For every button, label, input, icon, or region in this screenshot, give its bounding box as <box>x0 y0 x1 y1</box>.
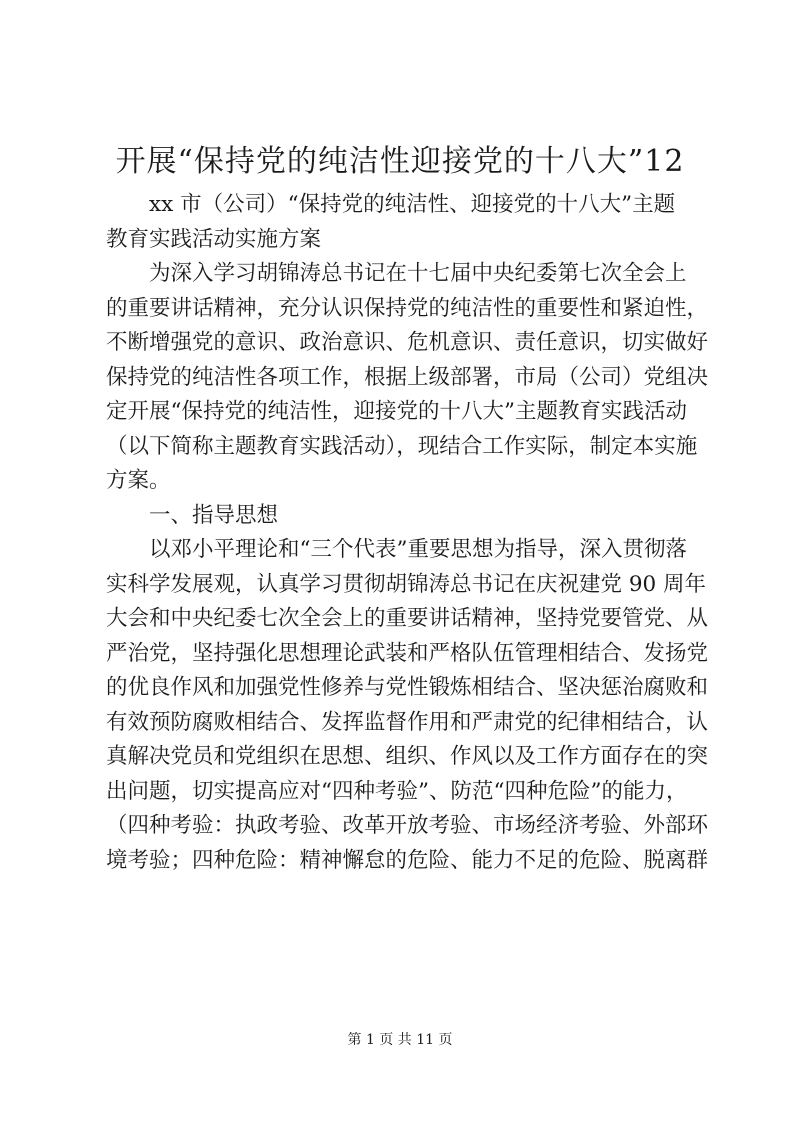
page-footer: 第 1 页 共 11 页 <box>347 1032 453 1048</box>
body-line: （四种考验：执政考验、改革开放考验、市场经济考验、外部环 <box>106 813 709 838</box>
body-line: 定开展“保持党的纯洁性，迎接党的十八大”主题教育实践活动 <box>106 399 687 424</box>
body-line: 境考验；四种危险：精神懈怠的危险、能力不足的危险、脱离群 <box>106 847 709 873</box>
body-line: 教育实践活动实施方案 <box>106 226 322 252</box>
body-line: 不断增强党的意识、政治意识、危机意识、责任意识，切实做好 <box>106 330 709 355</box>
body-line: 严治党，坚持强化思想理论武装和严格队伍管理相结合、发扬党 <box>106 640 709 666</box>
document-body <box>106 188 709 878</box>
body-line: （以下简称主题教育实践活动），现结合工作实际，制定本实施 <box>106 433 698 459</box>
body-line: 有效预防腐败相结合、发挥监督作用和严肃党的纪律相结合，认 <box>106 709 709 735</box>
body-line: 实科学发展观，认真学习贯彻胡锦涛总书记在庆祝建党 90 周年 <box>106 571 707 597</box>
body-line: 以邓小平理论和“三个代表”重要思想为指导，深入贯彻落 <box>149 537 687 562</box>
body-line: 保持党的纯洁性各项工作，根据上级部署，市局（公司）党组决 <box>106 364 709 390</box>
body-line: 方案。 <box>106 468 171 493</box>
body-line: 为深入学习胡锦涛总书记在十七届中央纪委第七次全会上 <box>149 261 687 286</box>
body-line: 的优良作风和加强党性修养与党性锻炼相结合、坚决惩治腐败和 <box>106 675 709 700</box>
document-title: 开展“保持党的纯洁性迎接党的十八大”12 <box>115 144 685 179</box>
body-line: 出问题，切实提高应对“四种考验”、防范“四种危险”的能力， <box>106 778 688 804</box>
body-line: 真解决党员和党组织在思想、组织、作风以及工作方面存在的突 <box>106 744 709 769</box>
body-line: 的重要讲话精神，充分认识保持党的纯洁性的重要性和紧迫性， <box>106 295 709 321</box>
body-line: xx 市（公司）“保持党的纯洁性、迎接党的十八大”主题 <box>149 192 676 217</box>
body-line: 一、指导思想 <box>149 502 279 528</box>
body-line: 大会和中央纪委七次全会上的重要讲话精神，坚持党要管党、从 <box>106 606 709 631</box>
